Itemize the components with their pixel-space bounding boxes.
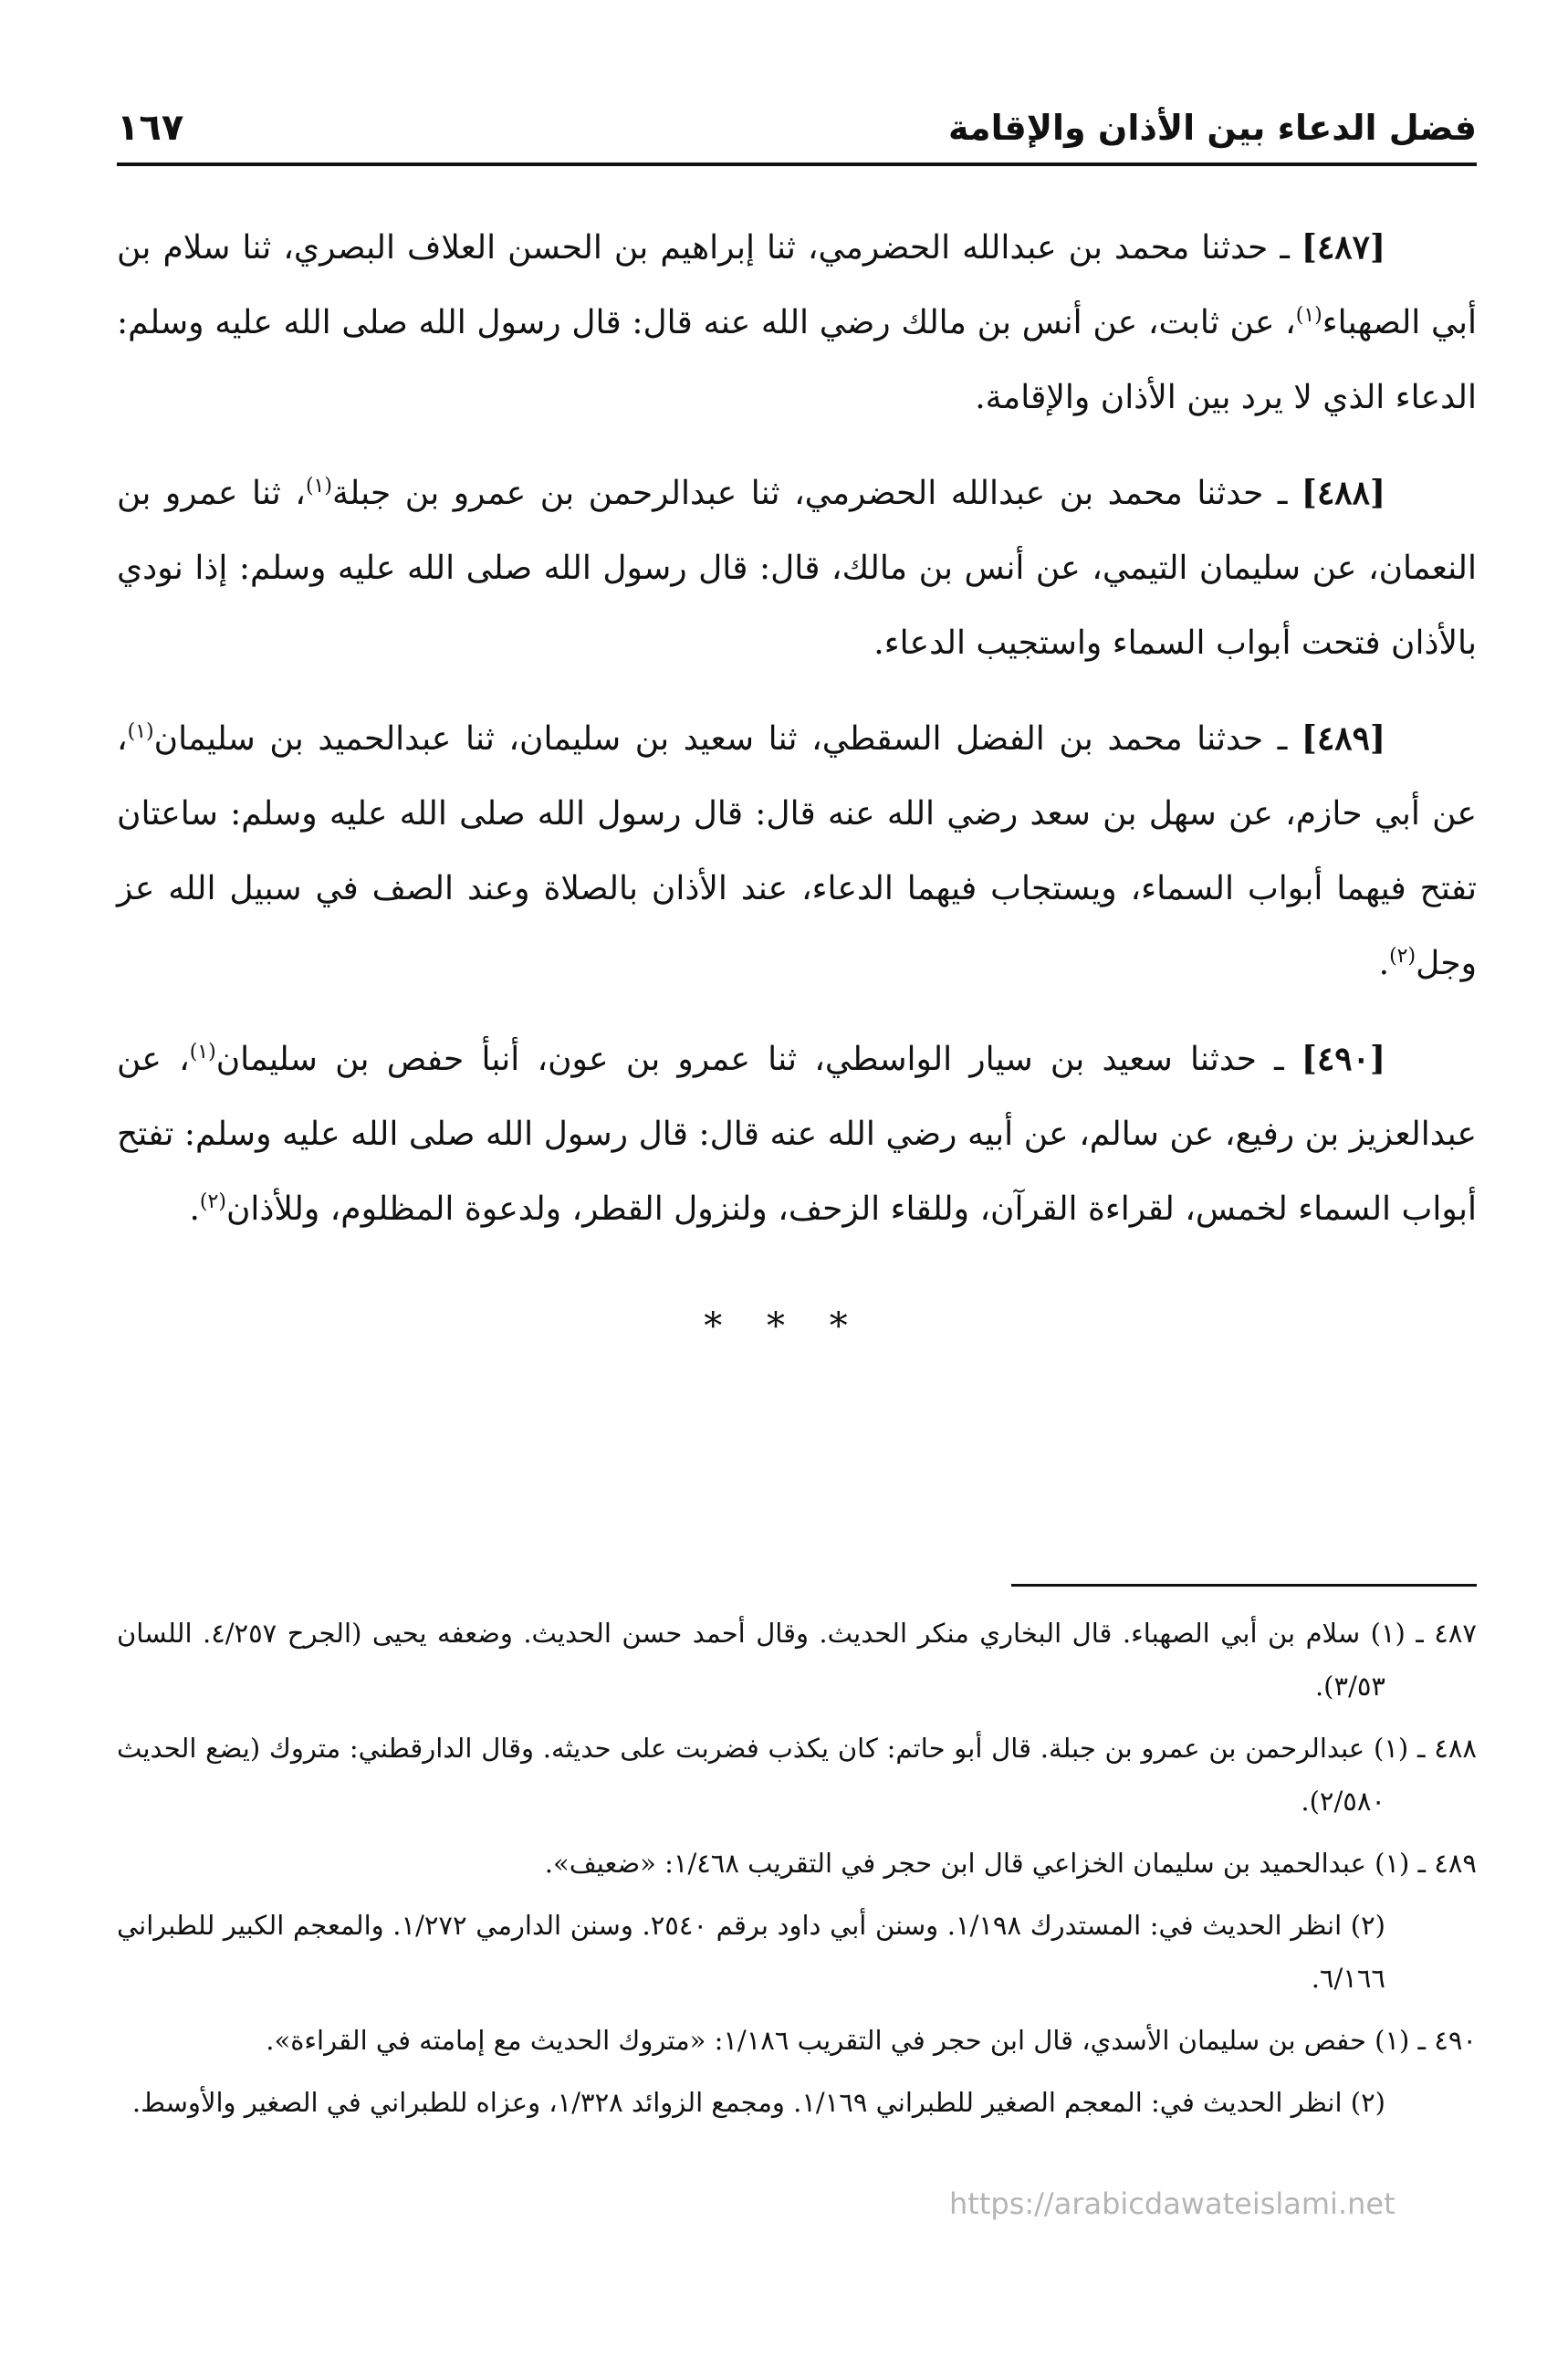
chapter-title: فضل الدعاء بين الأذان والإقامة [948,108,1477,148]
watermark-url: https://arabicdawateislami.net [949,2186,1396,2221]
hadith-489 [117,701,1477,1001]
footnote-ref: (١) [189,1041,216,1064]
hadith-487 [117,210,1477,435]
hadith-number: [٤٨٧] [1301,228,1385,267]
hadith-text: ـ حدثنا محمد بن عبدالله الحضرمي، ثنا إبراهيم بن الحسن العلاف البصري، ثنا سلام بن أبي الصهباء [117,229,1478,341]
header-rule [117,162,1477,166]
hadith-text: . [189,1190,200,1228]
hadith-text: ، عن عبدالعزيز بن رفيع، عن سالم، عن أبيه رضي الله عنه قال: قال رسول الله صلى الله عليه وسلم: تفتح أبواب السماء لخمس، لقراءة القرآن، وللقاء الزحف، ولنزول القطر، ولدعوة المظلوم، وللأذان [117,1041,1478,1228]
footnote-ref: (٢) [199,1190,226,1213]
section-separator: * * * [704,1305,864,1347]
footnote-ref: (١) [127,720,154,743]
hadith-text: ، عن أبي حازم، عن سهل بن سعد رضي الله عنه قال: قال رسول الله صلى الله عليه وسلم: ساعتان تفتح فيهما أبواب السماء، ويستجاب فيهما الدعاء، عند الأذان بالصلاة وعند الصف في سبيل الله عز وجل [117,720,1477,982]
hadith-text: . [1378,945,1390,982]
hadith-text: ، عن ثابت، عن أنس بن مالك رضي الله عنه قال: قال رسول الله صلى الله عليه وسلم: الدعاء الذي لا يرد بين الأذان والإقامة. [117,304,1477,416]
hadith-number: [٤٨٩] [1301,719,1385,758]
hadith-number: [٤٨٨] [1301,474,1385,512]
footnote-ref: (٢) [1389,945,1416,968]
hadith-number: [٤٩٠] [1301,1040,1386,1078]
hadith-text: ـ حدثنا محمد بن الفضل السقطي، ثنا سعيد بن سليمان، ثنا عبدالحميد بن سليمان [153,720,1301,758]
hadith-text: ـ حدثنا محمد بن عبدالله الحضرمي، ثنا عبدالرحمن بن عمرو بن جبلة [331,475,1301,512]
footnote-rule [1011,1584,1477,1587]
footnotes [117,1607,1477,2138]
footnote: ٤٩٠ ـ (١) حفص بن سليمان الأسدي، قال ابن حجر في التقريب ١/١٨٦: «متروك الحديث مع إمامته في القراءة». [266,2025,1477,2056]
footnote-ref: (١) [1295,304,1322,327]
page-number: ١٦٧ [117,107,184,149]
hadith-490 [117,1022,1477,1247]
hadith-text: ، ثنا عمرو بن النعمان، عن سليمان التيمي، عن أنس بن مالك، قال: قال رسول الله صلى الله عليه وسلم: إذا نودي بالأذان فتحت أبواب السماء واستجيب الدعاء. [117,475,1477,662]
footnote: ٤٨٨ ـ (١) عبدالرحمن بن عمرو بن جبلة. قال أبو حاتم: كان يكذب فضربت على حديثه. وقال الدارقطني: متروك (يضع الحديث ٢/٥٨٠). [117,1733,1478,1817]
footnote-ref: (١) [305,475,332,498]
hadith-text: ـ حدثنا سعيد بن سيار الواسطي، ثنا عمرو بن عون، أنبأ حفص بن سليمان [215,1041,1301,1078]
running-header [117,96,1477,160]
footnote: ٤٨٩ ـ (١) عبدالحميد بن سليمان الخزاعي قال ابن حجر في التقريب ١/٤٦٨: «ضعيف». [544,1848,1477,1879]
footnote: ٤٨٧ ـ (١) سلام بن أبي الصهباء. قال البخاري منكر الحديث. وقال أحمد حسن الحديث. وضعفه يحيى (الجرح ٤/٢٥٧. اللسان ٣/٥٣). [117,1618,1477,1702]
footnote: (٢) انظر الحديث في: المستدرك ١/١٩٨. وسنن أبي داود برقم ٢٥٤٠. وسنن الدارمي ١/٢٧٢. والمعجم الكبير للطبراني ٦/١٦٦. [117,1910,1385,1994]
footnote: (٢) انظر الحديث في: المعجم الصغير للطبراني ١/١٦٩. ومجمع الزوائد ١/٣٢٨، وعزاه للطبراني في الصغير والأوسط. [131,2087,1385,2118]
hadith-488 [117,456,1477,681]
main-text [117,210,1477,1267]
